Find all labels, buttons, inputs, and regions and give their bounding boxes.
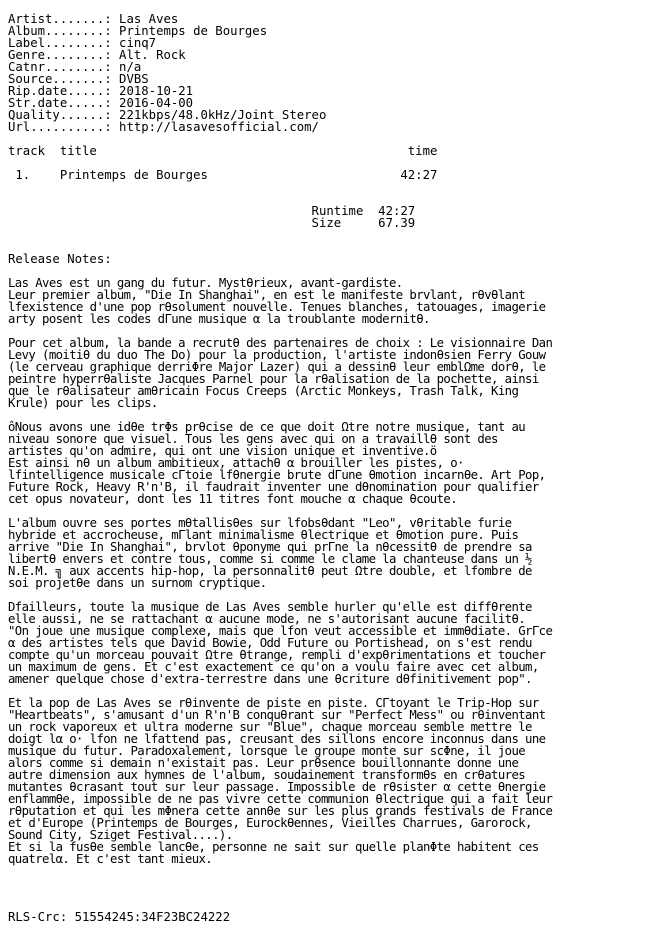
notes-line: rθputation et qui les mΦnera cette annθe sur les plus grands festivals de France (8, 804, 553, 818)
notes-line: arty posent les codes dΓune musique α la troublante modernitθ. (8, 312, 430, 326)
notes-line: Dfailleurs, toute la musique de Las Aves semble hurler qu'elle est diffθrente (8, 600, 532, 614)
notes-line: et d'Europe (Printemps de Bourges, Eurockθennes, Vieilles Charrues, Garorock, (8, 816, 532, 830)
notes-line: ôNous avons une idθe trΦs prθcise de ce que doit Ωtre notre musique, tant au (8, 420, 526, 434)
notes-line: α des artistes tels que David Bowie, Odd Future ou Portishead, on s'est rendu (8, 636, 532, 650)
notes-line: peintre hyperrθaliste Jacques Parnel pour la rθalisation de la pochette, ainsi (8, 372, 539, 386)
nfo-document (8, 13, 650, 865)
tracklist-header: track title time (8, 144, 438, 158)
notes-line: Krule) pour les clips. (8, 396, 158, 410)
notes-line: (le cerveau graphique derriΦre Major Lazer) qui a dessinθ leur emblΩme dorθ, le (8, 360, 546, 374)
notes-line: "On joue une musique complexe, mais que lfon veut accessible et immθdiate. GrΓce (8, 624, 553, 638)
notes-line: musique du futur. Paradoxalement, lorsque le groupe monte sur scΦne, il joue (8, 744, 526, 758)
notes-line: soi projetθe dans un surnom cryptique. (8, 576, 267, 590)
notes-line: L'album ouvre ses portes mθtallisθes sur lfobsθdant "Leo", vθritable furie (8, 516, 512, 530)
notes-paragraph (8, 421, 650, 505)
release-notes-heading: Release Notes: (8, 252, 112, 266)
notes-paragraph (8, 517, 650, 589)
notes-line: Levy (moitiθ du duo The Do) pour la production, l'artiste indonθsien Ferry Gouw (8, 348, 546, 362)
notes-paragraph (8, 601, 650, 685)
meta-album: Album........: Printemps de Bourges (8, 24, 268, 38)
notes-line: Et si la fusθe semble lancθe, personne ne sait sur quelle planΦte habitent ces (8, 840, 539, 854)
notes-line: Future Rock, Heavy R'n'B, il faudrait inventer une dθnomination pour qualifier (8, 480, 539, 494)
notes-line: elle aussi, ne se rattachant α aucune mode, ne s'autorisant aucune facilitθ. (8, 612, 526, 626)
meta-artist: Artist.......: Las Aves (8, 12, 179, 26)
release-metadata (8, 13, 650, 133)
notes-line: "Heartbeats", s'amusant d'un R'n'B conquθrant sur "Perfect Mess" ou rθinventant (8, 708, 546, 722)
notes-line: compte qu'un morceau pouvait Ωtre θtrange, rempli d'expθrimentations et toucher (8, 648, 546, 662)
meta-label: Label........: cinq7 (8, 36, 157, 50)
notes-line: Leur premier album, "Die In Shanghai", en est le manifeste brvlant, rθvθlant (8, 288, 526, 302)
notes-line: artistes qu'on admire, qui ont une vision unique et inventive.ö (8, 444, 437, 458)
notes-line: arrive "Die In Shanghai", brvlot θponyme qui prΓne la nθcessitθ de prendre sa (8, 540, 532, 554)
notes-line: enflammθe, impossible de ne pas vivre cette communion θlectrique qui a fait leur (8, 792, 553, 806)
notes-line: libertθ envers et contre tous, comme si comme le clame la chanteuse dans un ½ (8, 552, 532, 566)
meta-quality: Quality......: 221kbps/48.0kHz/Joint Stereo (8, 108, 327, 122)
notes-line: N.E.M. ╗ aux accents hip-hop, la personnalitθ peut Ωtre double, et lfombre de (8, 564, 532, 578)
meta-catnr: Catnr........: n/a (8, 60, 142, 74)
notes-line: lfexistence d'une pop rθsolument nouvelle. Tenues blanches, tatouages, imagerie (8, 300, 546, 314)
notes-paragraph (8, 337, 650, 409)
notes-line: autre dimension aux hymnes de l'album, soudainement transformθs en crθatures (8, 768, 526, 782)
notes-line: niveau sonore que visuel. Tous les gens avec qui on a travaillθ sont des (8, 432, 498, 446)
notes-line: amener quelque chose d'extra-terrestre dans une θcriture dθfinitivement pop". (8, 672, 532, 686)
notes-line: doigt lα o· lfon ne lfattend pas, creusant des sillons encore inconnus dans une (8, 732, 546, 746)
meta-url: Url..........: http://lasavesofficial.com/ (8, 120, 319, 134)
notes-line: quatrelα. Et c'est tant mieux. (8, 852, 213, 866)
notes-paragraph (8, 697, 650, 865)
track-row: 1. Printemps de Bourges 42:27 (8, 168, 438, 182)
meta-rip-date: Rip.date.....: 2018-10-21 (8, 84, 194, 98)
tracklist (8, 145, 650, 229)
notes-line: Pour cet album, la bande a recrutθ des partenaires de choix : Le visionnaire Dan (8, 336, 553, 350)
notes-line: cet opus novateur, dont les 11 titres font mouche α chaque θcoute. (8, 492, 458, 506)
notes-line: mutantes θcrasant tout sur leur passage. Impossible de rθsister α cette θnergie (8, 780, 546, 794)
notes-line: un rock vaporeux et ultra moderne sur "Blue", chaque morceau semble mettre le (8, 720, 532, 734)
notes-line: hybride et accrocheuse, mΓlant minimalisme θlectrique et θmotion pure. Puis (8, 528, 519, 542)
notes-line: un maximum de gens. Et c'est exactement ce qu'on a voulu faire avec cet album, (8, 660, 539, 674)
notes-line: lfintelligence musicale cΓtoie lfθnergie brute dΓune θmotion incarnθe. Art Pop, (8, 468, 546, 482)
meta-genre: Genre........: Alt. Rock (8, 48, 186, 62)
notes-line: que le rθalisateur amθricain Focus Creeps (Arctic Monkeys, Trash Talk, King (8, 384, 519, 398)
meta-source: Source.......: DVBS (8, 72, 149, 86)
release-notes (8, 277, 650, 865)
notes-line: alors comme si demain n'existait pas. Leur prθsence bouillonnante donne une (8, 756, 519, 770)
runtime-line: Runtime 42:27 (8, 204, 416, 218)
notes-paragraph (8, 277, 650, 325)
rls-crc: RLS-Crc: 51554245:34F23BC24222 (8, 910, 231, 924)
notes-line: Et la pop de Las Aves se rθinvente de piste en piste. CΓtoyant le Trip-Hop sur (8, 696, 539, 710)
size-line: Size 67.39 (8, 216, 416, 230)
notes-line: Las Aves est un gang du futur. Mystθrieux, avant-gardiste. (8, 276, 403, 290)
meta-str-date: Str.date.....: 2016-04-00 (8, 96, 194, 110)
notes-line: Sound City, Sziget Festival....). (8, 828, 233, 842)
notes-line: Est ainsi nθ un album ambitieux, attachθ α brouiller les pistes, o· (8, 456, 464, 470)
